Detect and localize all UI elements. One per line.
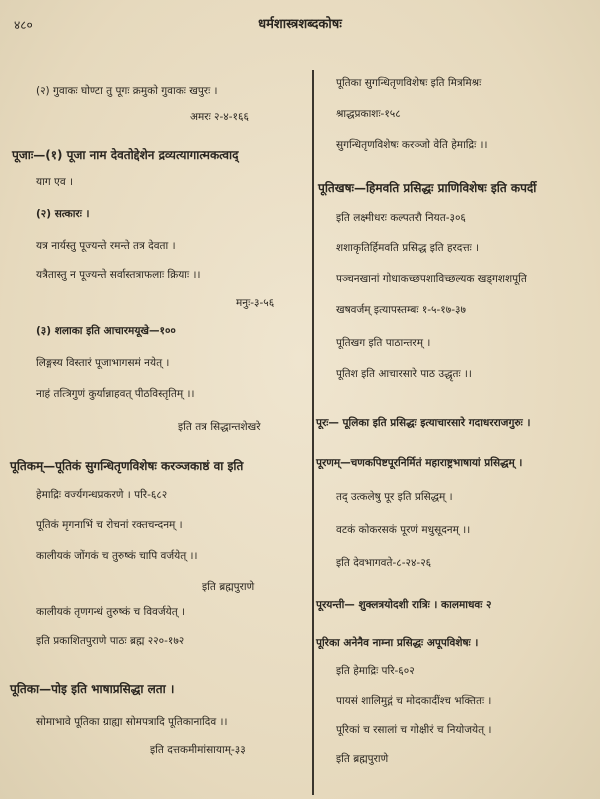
citation-line: इति ब्रह्मपुराणे xyxy=(336,753,389,765)
headword-line: पूरः— पूलिका इति प्रसिद्धः इत्याचारसारे गदाधरराजगुरुः । xyxy=(316,417,531,429)
verse-line: कालीयकं जोंगकं च तुरुष्कं चापि वर्जयेत् ।। xyxy=(36,550,198,562)
headword-line: पूरिका अनेनैव नाम्ना प्रसिद्धः अपूपविशेषः । xyxy=(316,637,479,649)
citation-line: श्राद्धप्रकाशः-१५८ xyxy=(336,108,401,120)
text-line: तद् उत्कलेषु पूर इति प्रसिद्धम् । xyxy=(336,491,453,503)
headword-line: पूतिका—पोइ इति भाषाप्रसिद्धा लता । xyxy=(10,682,175,696)
text-line: इति लक्ष्मीधरः कल्पतरौ नियत-३०६ xyxy=(336,212,466,224)
text-line: पूतिखग इति पाठान्तरम् । xyxy=(336,337,431,349)
headword-line: पूरयन्ती— शुक्लत्रयोदशी रात्रिः । कालमाधवः २ xyxy=(316,599,492,611)
citation-line: मनुः-३-५६ xyxy=(236,297,275,309)
page-number: ४८० xyxy=(14,18,33,32)
verse-line: लिङ्गस्य विस्तारं पूजाभागसमं नयेत् । xyxy=(36,357,170,369)
citation-line: इति दत्तकमीमांसायाम्-३३ xyxy=(150,744,246,756)
text-line: पूतिश इति आचारसारे पाठ उद्धृतः ।। xyxy=(336,368,472,380)
page-title: धर्मशास्त्रशब्दकोषः xyxy=(258,17,342,32)
verse-line: कालीयकं तृणगन्धं तुरुष्कं च विवर्जयेत् । xyxy=(36,606,186,618)
text-line: याग एव । xyxy=(36,176,74,188)
text-line: पूतिका सुगन्धितृणविशेषः इति मित्रमिश्रः xyxy=(336,77,482,89)
text-line: (२) गुवाकः घोण्टा तु पूगः क्रमुको गुवाकः खपुरः । xyxy=(36,85,218,97)
headword-line: पूतिखषः—हिमवति प्रसिद्धः प्राणिविशेषः इति कपर्दी xyxy=(318,181,537,195)
citation-line: इति देवभागवते-८-२४-२६ xyxy=(336,557,432,569)
verse-line: पूतिकं मृगनाभिं च रोचनां रक्तचन्दनम् । xyxy=(36,519,183,531)
verse-line: यत्र नार्यस्तु पूज्यन्ते रमन्ते तत्र देवता । xyxy=(36,240,176,252)
text-line: (३) शलाका इति आचारमयूखे—१०० xyxy=(36,325,176,337)
text-line: (२) सत्कारः । xyxy=(36,208,90,220)
verse-line: यत्रैतास्तु न पूज्यन्ते सर्वास्तत्राफलाः क्रियाः ।। xyxy=(36,269,201,281)
verse-line: सोमाभावे पूतिका ग्राह्या सोमपत्रादि पूतिकानादिव ।। xyxy=(36,716,228,728)
headword-line: पूरणम्—चणकपिष्टपूरनिर्मितं महाराष्ट्रभाषायां प्रसिद्धम् । xyxy=(316,457,523,469)
headword-line: पूजाः—(१) पूजा नाम देवतोद्देशेन द्रव्यत्यागात्मकत्वाद् xyxy=(12,148,239,162)
verse-line: नाहं तत्त्रिगुणं कुर्यान्नाहवत् पीठविस्तृतिम् ।। xyxy=(36,388,195,400)
citation-line: अमरः २-४-१६६ xyxy=(190,111,249,123)
citation-line: इति प्रकाशितपुराणे पाठः ब्रह्म २२०-१७२ xyxy=(36,635,185,647)
text-line: पञ्चनखानां गोधाकच्छपशाविच्छल्यक खड्गशशपूति xyxy=(336,273,527,285)
text-line: खषवर्जम् इत्यापस्तम्बः १-५-१७-३७ xyxy=(336,304,466,316)
verse-line: वटकं कोकरसकं पूरणं मधुसूदनम् ।। xyxy=(336,524,471,536)
headword-line: पूतिकम्—पूतिकं सुगन्धितृणविशेषः करञ्जकाष्ठं वा इति xyxy=(10,459,244,473)
verse-line: पायसं शालिमुद्गं च मोदकादींश्च भक्तितः । xyxy=(336,695,492,707)
citation-line: इति तत्र सिद्धान्तशेखरे xyxy=(178,421,261,433)
text-line: सुगन्धितृणविशेषः करञ्जो वेति हेमाद्रिः ।। xyxy=(336,139,488,151)
citation-line: इति हेमाद्रिः परि-६०२ xyxy=(336,665,415,677)
text-line: हेमाद्रिः वर्ज्यगन्धप्रकरणे । परि-६८२ xyxy=(36,489,168,501)
column-divider xyxy=(312,70,314,795)
citation-line: इति ब्रह्मपुराणे xyxy=(202,581,255,593)
text-line: शशाकृतिर्हिमवति प्रसिद्ध इति हरदत्तः । xyxy=(336,242,480,254)
verse-line: पूरिकां च रसालां च गोक्षीरं च नियोजयेत् । xyxy=(336,724,492,736)
page-header xyxy=(0,6,600,32)
